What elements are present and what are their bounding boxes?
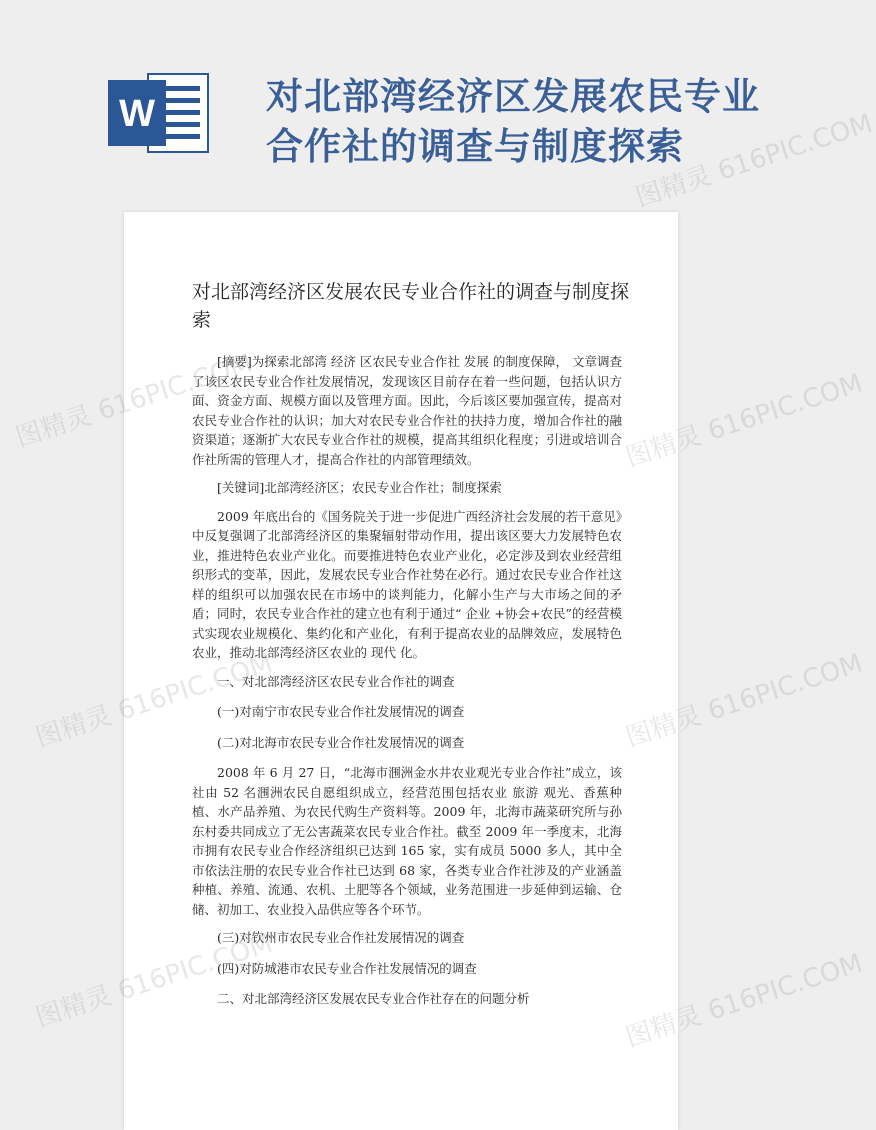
watermark: 图精灵: [12, 400, 96, 454]
abstract-paragraph: [摘要]为探索北部湾 经济 区农民专业合作社 发展 的制度保障， 文章调查了该区农民专业合作社发展情况，发现该区目前存在着一些问题，包括认识方面、资金方面、规模方面以及管理方面。因此，今后该区要加强宣传，提高对农民专业合作社的认识；加大对农民专业合作社的扶持力度，增加合作社的融资渠道；逐渐扩大农民专业合作社的规模，提高其组织化程度；引进或培训合作社所需的管理人才，提高合作社的内部管理绩效。: [192, 354, 622, 467]
subsection-heading: (四)对防城港市农民专业合作社发展情况的调查: [217, 960, 477, 976]
section-heading: 二、对北部湾经济区发展农民专业合作社存在的问题分析: [217, 991, 530, 1006]
subsection-heading: (二)对北海市农民专业合作社发展情况的调查: [217, 734, 465, 750]
subsection-heading: (三)对钦州市农民专业合作社发展情况的调查: [217, 930, 465, 945]
document-body: [192, 352, 622, 1020]
logo-letter: W: [119, 93, 155, 135]
document-title: 对北部湾经济区发展农民专业合作社的调查与制度探索: [192, 281, 630, 331]
watermark: 图精灵 616PIC.COM: [622, 368, 867, 474]
banner-title: 对北部湾经济区发展农民专业合作社的调查与制度探索: [266, 75, 760, 168]
watermark: 图精灵: [32, 980, 116, 1034]
beihai-paragraph: 2008 年 6 月 27 日，“北海市涠洲金水井农业观光专业合作社”成立，该社由 52 名涠洲农民自愿组织成立，经营范围包括农业 旅游 观光、香蕉种植、水产品养殖、为农民代购生产资料等。2009 年，北海市蔬菜研究所与孙东村委共同成立了无公害蔬菜农民专业合作社。截至 2009 年一季度末，北海市拥有农民专业合作经济组织已达到 165 家，实有成员 5000 多人，其中全市依法注册的农民专业合作社已达到 68 家，各类专业合作社涉及的产业涵盖种植、养殖、流通、农机、土肥等各个领域，业务范围进一步延伸到运输、仓储、初加工、农业投入品供应等各个环节。: [192, 765, 622, 917]
keywords-paragraph: [关键词]北部湾经济区；农民专业合作社；制度探索: [217, 480, 502, 495]
watermark: 图精灵 616PIC.COM: [622, 648, 867, 754]
word-document-icon: [108, 70, 214, 156]
section-heading: 一、对北部湾经济区农民专业合作社的调查: [217, 673, 455, 689]
document-page: [124, 212, 678, 1130]
subsection-heading: (一)对南宁市农民专业合作社发展情况的调查: [217, 704, 465, 719]
intro-paragraph: 2009 年底出台的《国务院关于进一步促进广西经济社会发展的若干意见》中反复强调了北部湾经济区的集聚辐射带动作用，提出该区要大力发展特色农业，推进特色农业产业化。而要推进特色农业产业化，必定涉及到农业经营组织形式的变革，因此，发展农民专业合作社势在必行。通过农民专业合作社这样的组织可以加强农民在市场中的谈判能力，化解小生产与大市场之间的矛盾；同时，农民专业合作社的建立也有利于通过“ 企业 +协会+农民”的经营模式实现农业规模化、集约化和产业化，有利于提高农业的品牌效应，发展特色农业，推动北部湾经济区农业的 现代 化。: [192, 508, 622, 660]
watermark: 图精灵: [32, 700, 116, 754]
watermark: 图精灵 616PIC.COM: [622, 948, 867, 1054]
watermark: 图精灵 616PIC.COM: [632, 108, 876, 214]
